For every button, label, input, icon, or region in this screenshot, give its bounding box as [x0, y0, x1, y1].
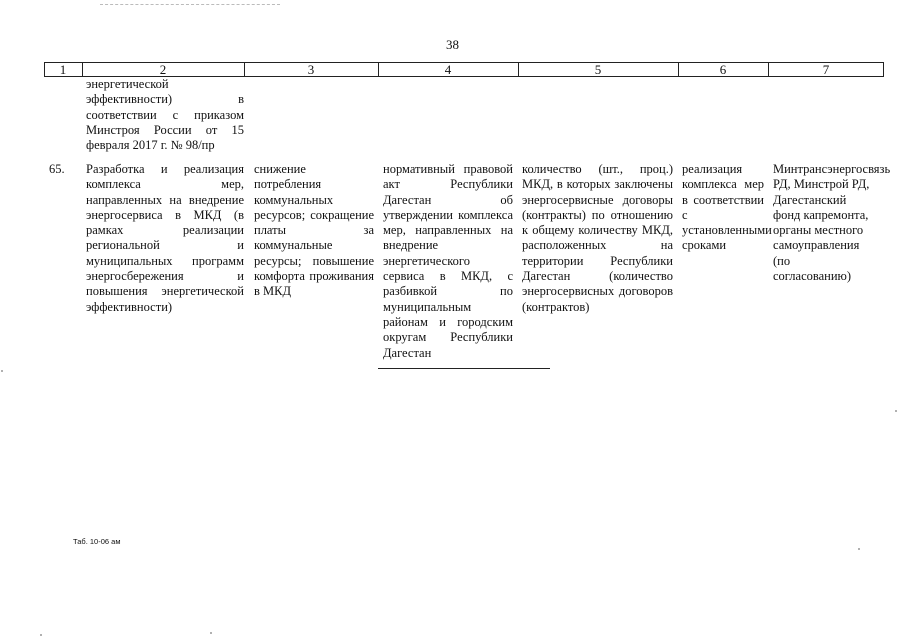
scan-speck [1, 370, 3, 372]
header-col-3: 3 [307, 62, 315, 77]
header-divider [883, 63, 884, 76]
row-number: 65. [49, 162, 65, 176]
header-col-7: 7 [822, 62, 830, 77]
scan-line [100, 4, 280, 6]
row-col-5: количество (шт., проц.) МКД, в которых заключены энергосервисные договоры (контракты) по отношению к общему количеству МКД, расположенных на территории Республики Дагестан (количество энергосервисных договоров (контрактов) [522, 162, 673, 314]
header-col-1: 1 [59, 62, 67, 77]
row-col-2: Разработка и реализация комплекса мер, направленных на внедрение энергосервиса в МКД (в рамках реализации региональной и муниципальных программ энергосбережения и повышения энергетической эффективности) [86, 162, 244, 314]
scan-speck [210, 632, 212, 634]
end-rule [378, 368, 550, 369]
header-col-4: 4 [444, 62, 452, 77]
scan-speck [40, 634, 42, 636]
row-col-4: нормативный правовой акт Республики Дагестан об утверждении комплекса мер, направленных на внедрение энергетического сервиса в МКД, с разбивкой по муниципальным районам и городским округам Республики Дагестан [383, 162, 513, 360]
row-col-6: реализация комплекса мер в соответствии с установленными сроками [682, 162, 772, 253]
table-header-row [44, 62, 884, 77]
footer-code: Таб. 10-06 ам [73, 537, 121, 546]
header-col-5: 5 [594, 62, 602, 77]
page-number: 38 [446, 37, 459, 52]
continuation-col-2: энергетической эффективности) в соответствии с приказом Минстроя России от 15 февраля 2017 г. № 98/пр [86, 77, 244, 153]
scan-speck [858, 548, 860, 550]
row-col-3: снижение потребления коммунальных ресурсов; сокращение платы за коммунальные ресурсы; повышение комфорта проживания в МКД [254, 162, 374, 299]
scan-speck [895, 410, 897, 412]
row-col-7: Минтрансэнергосвязь РД, Минстрой РД, Дагестанский фонд капремонта, органы местного самоуправления (по согласованию) [773, 162, 891, 284]
header-col-2: 2 [159, 62, 167, 77]
header-col-6: 6 [719, 62, 727, 77]
